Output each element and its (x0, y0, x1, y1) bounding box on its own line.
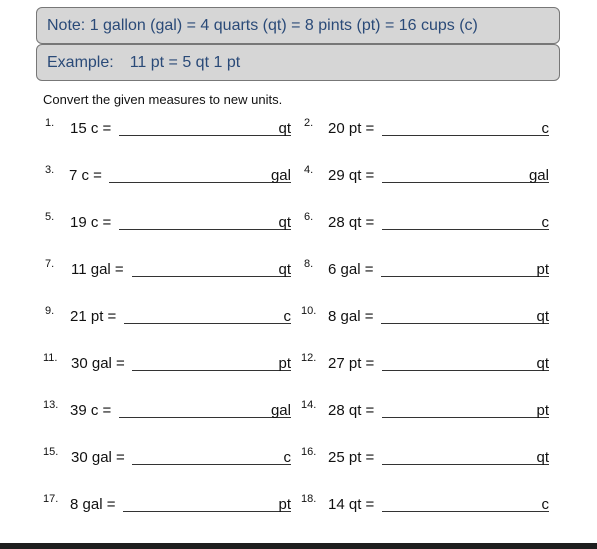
answer-unit: gal (270, 167, 291, 184)
problem-number: 6. (304, 211, 314, 223)
problem-question: 6 gal = (328, 261, 374, 278)
problem-question: 8 gal = (70, 496, 116, 513)
problem-number: 2. (304, 117, 314, 129)
problem-question: 28 qt = (328, 214, 375, 231)
problem-2 (304, 117, 554, 139)
problem-14 (301, 399, 554, 421)
problem-question: 11 gal = (71, 261, 124, 278)
problem-number: 5. (45, 211, 55, 223)
answer-unit: qt (536, 449, 549, 466)
answer-unit: gal (528, 167, 549, 184)
problem-question: 30 gal = (71, 355, 125, 372)
problem-number: 14. (301, 399, 317, 411)
answer-unit: c (541, 496, 549, 513)
answer-unit: c (283, 308, 291, 325)
answer-unit: qt (536, 308, 549, 325)
problem-question: 25 pt = (328, 449, 375, 466)
example-box (36, 44, 560, 81)
problem-question: 14 qt = (328, 496, 375, 513)
problem-question: 8 gal = (328, 308, 374, 325)
problem-12 (301, 352, 554, 374)
problem-3 (45, 164, 295, 186)
problem-number: 7. (45, 258, 55, 270)
problem-number: 13. (43, 399, 59, 411)
problem-11 (43, 352, 295, 374)
bottom-bar (0, 543, 597, 549)
instructions: Convert the given measures to new units. (43, 92, 283, 107)
answer-unit: qt (278, 120, 291, 137)
problem-16 (301, 446, 554, 468)
problem-number: 3. (45, 164, 55, 176)
problem-13 (43, 399, 295, 421)
problem-number: 11. (43, 352, 58, 364)
problem-question: 27 pt = (328, 355, 375, 372)
answer-unit: qt (278, 214, 291, 231)
problem-question: 39 c = (70, 402, 112, 419)
problem-10 (301, 305, 554, 327)
answer-unit: c (541, 120, 549, 137)
example-label: Example: (47, 53, 114, 71)
problem-9 (45, 305, 295, 327)
problem-question: 19 c = (70, 214, 112, 231)
answer-unit: c (283, 449, 291, 466)
problem-8 (304, 258, 554, 280)
note-text: Note: 1 gallon (gal) = 4 quarts (qt) = 8 pints (pt) = 16 cups (c) (47, 16, 478, 34)
problem-number: 16. (301, 446, 317, 458)
problem-number: 9. (45, 305, 55, 317)
problem-number: 8. (304, 258, 314, 270)
problem-17 (43, 493, 295, 515)
answer-unit: pt (536, 402, 549, 419)
answer-unit: pt (278, 355, 291, 372)
problem-question: 21 pt = (70, 308, 117, 325)
problem-number: 17. (43, 493, 59, 505)
problem-15 (43, 446, 295, 468)
answer-unit: c (541, 214, 549, 231)
note-box (36, 7, 560, 44)
example-text: 11 pt = 5 qt 1 pt (129, 53, 241, 71)
answer-unit: qt (278, 261, 291, 278)
problem-question: 30 gal = (71, 449, 125, 466)
problem-question: 28 qt = (328, 402, 375, 419)
problem-question: 15 c = (70, 120, 112, 137)
answer-unit: pt (536, 261, 549, 278)
answer-unit: pt (278, 496, 291, 513)
problem-number: 1. (45, 117, 55, 129)
problem-number: 15. (43, 446, 59, 458)
answer-unit: qt (536, 355, 549, 372)
problem-number: 12. (301, 352, 317, 364)
problem-number: 10. (301, 305, 317, 317)
problem-18 (301, 493, 554, 515)
problem-question: 29 qt = (328, 167, 375, 184)
problem-4 (304, 164, 554, 186)
problem-1 (45, 117, 295, 139)
problem-number: 4. (304, 164, 314, 176)
problem-6 (304, 211, 554, 233)
problem-7 (45, 258, 295, 280)
answer-unit: gal (270, 402, 291, 419)
problem-question: 20 pt = (328, 120, 375, 137)
problem-question: 7 c = (69, 167, 102, 184)
problem-number: 18. (301, 493, 317, 505)
problem-5 (45, 211, 295, 233)
